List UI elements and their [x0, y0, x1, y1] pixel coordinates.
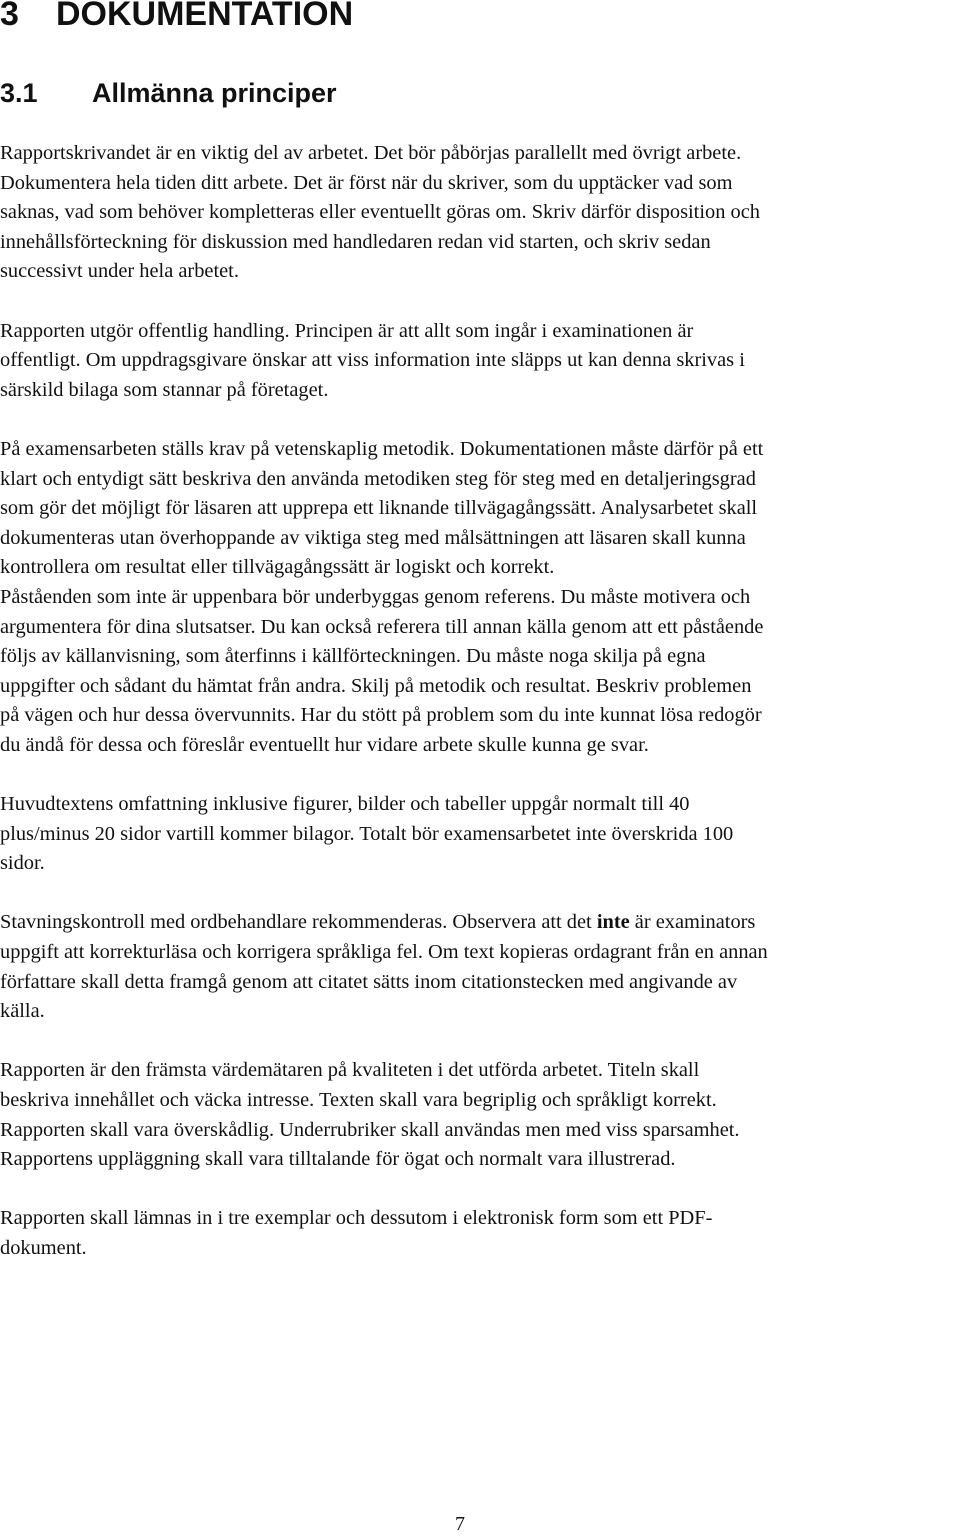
- section-number: 3.1: [0, 78, 38, 108]
- text-line: Dokumentera hela tiden ditt arbete. Det är först när du skriver, som du upptäcker vad som: [0, 171, 733, 194]
- section-heading: [0, 74, 337, 112]
- paragraph-submission: [0, 1204, 960, 1263]
- text-line: Rapporten är den främsta värdemätaren på kvaliteten i det utförda arbetet. Titeln skall: [0, 1059, 700, 1082]
- paragraph-quality: [0, 1056, 960, 1174]
- chapter-number: 3: [0, 0, 19, 33]
- paragraph-scientific-method: [0, 435, 960, 761]
- text-line: [0, 908, 960, 938]
- chapter-title: DOKUMENTATION: [56, 0, 354, 33]
- text-line: som gör det möjligt för läsaren att upprepa ett liknande tillvägagångssätt. Analysarbetet skall: [0, 497, 758, 520]
- text-line: uppgift att korrekturläsa och korrigera språkliga fel. Om text kopieras ordagrant från en annan: [0, 941, 768, 964]
- text-run: är examinators: [629, 911, 756, 934]
- text-line: plus/minus 20 sidor vartill kommer bilagor. Totalt bör examensarbetet inte överskrida 100: [0, 822, 734, 845]
- text-line: Rapporten skall lämnas in i tre exemplar och dessutom i elektronisk form som ett PDF-: [0, 1207, 713, 1230]
- text-line: dokumenteras utan överhoppande av viktiga steg med målsättningen att läsaren skall kunna: [0, 526, 746, 549]
- paragraph-scope: [0, 790, 960, 879]
- text-line: sidor.: [0, 852, 45, 875]
- text-line: följs av källanvisning, som återfinns i källförteckningen. Du måste noga skilja på egna: [0, 645, 706, 668]
- page-number: 7: [455, 1513, 465, 1535]
- text-line: saknas, vad som behöver kompletteras eller eventuellt göras om. Skriv därför disposition och: [0, 201, 760, 224]
- text-line: källa.: [0, 1000, 45, 1023]
- text-line: Påståenden som inte är uppenbara bör underbyggas genom referens. Du måste motivera och: [0, 585, 751, 608]
- text-line: dokument.: [0, 1236, 87, 1259]
- section-title: Allmänna principer: [92, 78, 337, 108]
- text-line: uppgifter och sådant du hämtat från andra. Skilj på metodik och resultat. Beskriv problemen: [0, 674, 752, 697]
- text-line: beskriva innehållet och väcka intresse. Texten skall vara begriplig och språkligt korrekt.: [0, 1089, 717, 1111]
- chapter-heading: [0, 0, 353, 36]
- emphasis-inte: inte: [596, 911, 630, 934]
- text-run: Stavningskontroll med ordbehandlare rekommenderas. Observera att det: [0, 911, 597, 934]
- text-line: argumentera för dina slutsatser. Du kan också referera till annan källa genom att ett påstående: [0, 615, 764, 638]
- text-line: på vägen och hur dessa övervunnits. Har du stött på problem som du inte kunnat lösa redogör: [0, 704, 762, 727]
- text-line: offentligt. Om uppdragsgivare önskar att viss information inte släpps ut kan denna skrivas i: [0, 349, 745, 372]
- text-line: klart och entydigt sätt beskriva den använda metodiken steg för steg med en detaljeringsgrad: [0, 467, 756, 490]
- text-line: Rapportens uppläggning skall vara tilltalande för ögat och normalt vara illustrerad.: [0, 1148, 676, 1171]
- text-line: successivt under hela arbetet.: [0, 260, 239, 283]
- text-line: särskild bilaga som stannar på företaget.: [0, 378, 329, 401]
- text-line: Rapportskrivandet är en viktig del av arbetet. Det bör påbörjas parallellt med övrigt arbete.: [0, 142, 742, 164]
- paragraph-general-principles: [0, 139, 960, 287]
- text-line: innehållsförteckning för diskussion med handledaren redan vid starten, och skriv sedan: [0, 230, 711, 253]
- text-line: Rapporten skall vara överskådlig. Underrubriker skall användas men med viss sparsamhet.: [0, 1118, 740, 1141]
- text-line: du ändå för dessa och föreslår eventuellt hur vidare arbete skulle kunna ge svar.: [0, 733, 649, 756]
- paragraph-public-document: [0, 317, 960, 406]
- text-line: författare skall detta framgå genom att citatet sätts inom citationstecken med angivande av: [0, 970, 738, 993]
- text-line: kontrollera om resultat eller tillvägagångssätt är logiskt och korrekt.: [0, 556, 555, 579]
- text-line: På examensarbeten ställs krav på vetenskaplig metodik. Dokumentationen måste därför på ett: [0, 437, 764, 460]
- paragraph-spelling: [0, 908, 960, 1026]
- body-text: [0, 139, 960, 1264]
- text-line: Rapporten utgör offentlig handling. Principen är att allt som ingår i examinationen är: [0, 319, 694, 342]
- text-line: Huvudtextens omfattning inklusive figurer, bilder och tabeller uppgår normalt till 40: [0, 793, 690, 816]
